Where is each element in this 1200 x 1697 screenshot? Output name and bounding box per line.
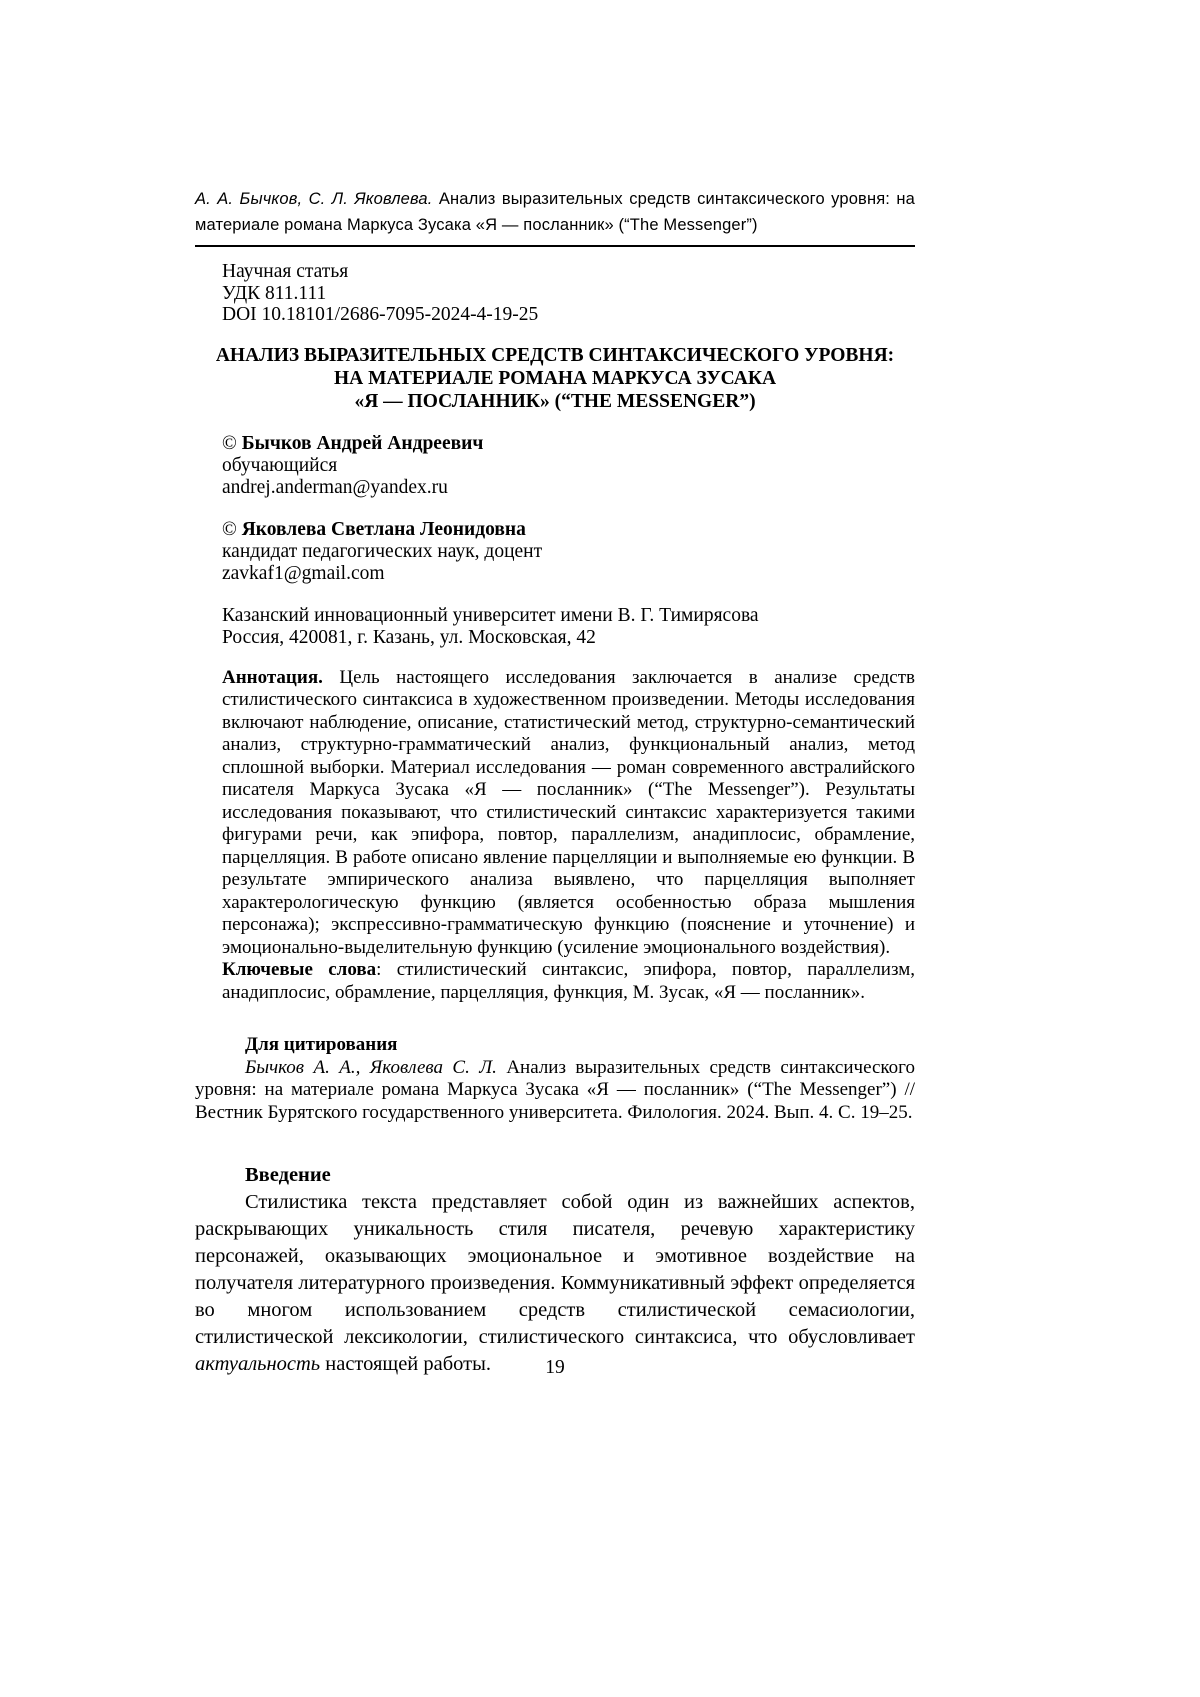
copyright-sign: ©	[222, 518, 237, 540]
article-title-line2: НА МАТЕРИАЛЕ РОМАНА МАРКУСА ЗУСАКА	[333, 367, 777, 389]
udc-number: УДК 811.111	[222, 282, 327, 304]
introduction-heading: Введение	[245, 1164, 331, 1186]
citation-heading: Для цитирования	[245, 1034, 398, 1055]
author-1-name-line	[222, 433, 915, 455]
author-2-name: Яковлева Светлана Леонидовна	[241, 518, 526, 540]
author-1-name: Бычков Андрей Андреевич	[241, 432, 484, 454]
abstract-paragraph	[222, 667, 915, 960]
page-content	[195, 186, 915, 1378]
doi-number: DOI 10.18101/2686-7095-2024-4-19-25	[222, 304, 539, 325]
abstract-text: Цель настоящего исследования заключается в анализе средств стилистического синтаксиса в художественном произведении. Методы исследования включают наблюдение, описание, статистический метод, структурно-семантический анализ, структурно-грамматический анализ, функциональный анализ, метод сплошной выборки. Материал исследования — роман современного австралийского писателя Маркуса Зусака «Я — посланник» (“The Messenger”). Результаты исследования показывают, что стилистический синтаксис характеризуется такими фигурами речи, как эпифора, повтор, параллелизм, анадиплосис, обрамление, парцелляция. В работе описано явление парцелляции и выполняемые ею функции. В результате эмпирического анализа выявлено, что парцелляция выполняет характерологическую функцию (является особенностью образа мышления персонажа); экспрессивно-грамматическую функцию (пояснение и уточнение) и эмоционально-выделительную функцию (усиление эмоционального воздействия).	[222, 666, 915, 958]
article-title-line3: «Я — ПОСЛАННИК» (“THE MESSENGER”)	[354, 390, 756, 412]
citation-rest: Анализ выразительных средств синтаксического уровня: на материале романа Маркуса Зусака «Я — посланник» (“The Messenger”) // Вестник Бурятского государственного университета. Филология. 2024. Вып. 4. С. 19–25.	[195, 1056, 915, 1123]
keywords-label: Ключевые слова	[222, 959, 377, 980]
abstract-label: Аннотация.	[222, 666, 323, 688]
author-1-role: обучающийся	[222, 454, 338, 476]
keywords-paragraph	[222, 959, 915, 1004]
intro-text-emphasis: актуальность	[195, 1353, 321, 1375]
intro-text-before: Стилистика текста представляет собой один из важнейших аспектов, раскрывающих уникальность стиля писателя, речевую характеристику персонажей, оказывающих эмоциональное и эмотивное воздействие на получателя литературного произведения. Коммуникативный эффект определяется во многом использованием средств стилистической семасиологии, стилистической лексикологии, стилистического синтаксиса, что обусловливает	[195, 1191, 915, 1348]
article-title-line1: АНАЛИЗ ВЫРАЗИТЕЛЬНЫХ СРЕДСТВ СИНТАКСИЧЕСКОГО УРОВНЯ:	[215, 344, 895, 366]
citation-authors: Бычков А. А., Яковлева С. Л.	[245, 1056, 497, 1078]
author-2-name-line	[222, 519, 915, 541]
intro-text-after: настоящей работы.	[320, 1353, 492, 1375]
citation-block	[195, 1034, 915, 1124]
running-head-rule	[195, 245, 915, 247]
author-block-2	[222, 519, 915, 585]
article-meta	[222, 261, 915, 326]
author-2-role: кандидат педагогических наук, доцент	[222, 540, 543, 562]
page-number: 19	[545, 1357, 565, 1378]
keywords-text: : стилистический синтаксис, эпифора, повтор, параллелизм, анадиплосис, обрамление, парцелляция, функция, М. Зусак, «Я — посланник».	[222, 959, 915, 1003]
author-block-1	[222, 433, 915, 499]
running-head-title: Анализ выразительных средств синтаксического уровня: на материале романа Маркуса Зусака «Я — посланник» (“The Messenger”)	[195, 190, 916, 234]
author-1-email: andrej.anderman@yandex.ru	[222, 476, 448, 498]
citation-paragraph	[195, 1057, 915, 1125]
introduction-section	[195, 1162, 915, 1378]
copyright-sign: ©	[222, 432, 237, 454]
institution-name: Казанский инновационный университет имени В. Г. Тимирясова	[222, 604, 759, 626]
institution-block	[222, 605, 915, 649]
abstract-block	[222, 667, 915, 1005]
running-head-authors: А. А. Бычков, С. Л. Яковлева.	[195, 190, 433, 208]
article-title	[195, 344, 915, 413]
institution-address: Россия, 420081, г. Казань, ул. Московская, 42	[222, 626, 596, 648]
running-head	[195, 186, 915, 238]
introduction-paragraph	[195, 1189, 915, 1378]
author-2-email: zavkaf1@gmail.com	[222, 562, 385, 584]
article-type: Научная статья	[222, 261, 349, 282]
